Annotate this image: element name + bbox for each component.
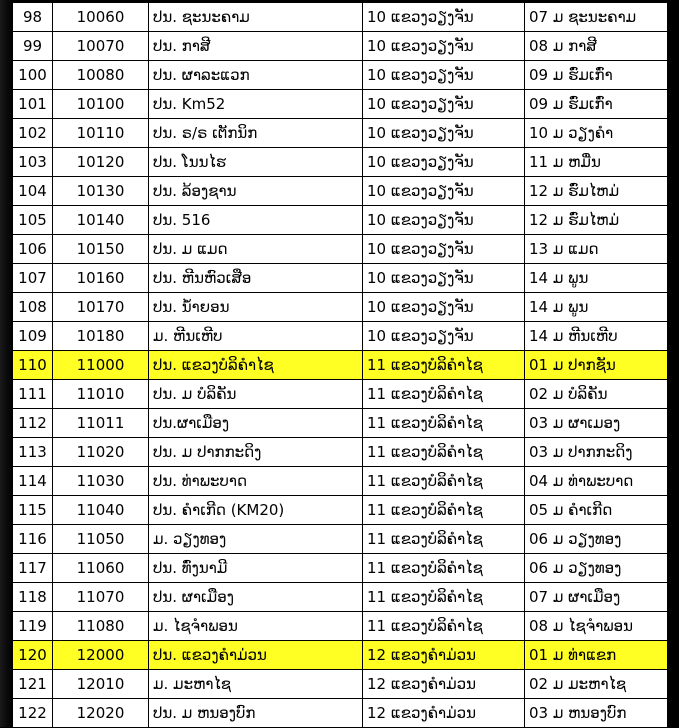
post-office-cell: ມ. ຫີນເຫີບ (149, 322, 363, 351)
row-number-cell: 106 (13, 235, 53, 264)
row-number-cell: 110 (13, 351, 53, 380)
table-row (13, 583, 668, 612)
post-office-cell: ປນ. ມ ປາກກະດິງ (149, 438, 363, 467)
table-row (13, 525, 668, 554)
row-number-cell: 107 (13, 264, 53, 293)
table-row (13, 496, 668, 525)
district-cell: 12 ມ ຮົ່ມໄຫມ່ (525, 177, 668, 206)
district-cell: 08 ມ ໄຊຈໍາພອນ (525, 612, 668, 641)
row-number-cell: 118 (13, 583, 53, 612)
postal-code-cell: 10080 (53, 61, 149, 90)
postal-code-cell: 10180 (53, 322, 149, 351)
postal-code-cell: 12000 (53, 641, 149, 670)
post-office-cell: ປນ. ແຂວງບໍລິຄໍາໄຊ (149, 351, 363, 380)
table-row (13, 351, 668, 380)
postal-code-cell: 10110 (53, 119, 149, 148)
province-cell: 11 ແຂວງບໍລິຄໍາໄຊ (363, 612, 525, 641)
row-number-cell: 112 (13, 409, 53, 438)
province-cell: 11 ແຂວງບໍລິຄໍາໄຊ (363, 583, 525, 612)
postal-code-cell: 10140 (53, 206, 149, 235)
postal-code-cell: 11011 (53, 409, 149, 438)
district-cell: 09 ມ ຮົ່ມເກົ່າ (525, 90, 668, 119)
postal-code-cell: 11010 (53, 380, 149, 409)
table-row (13, 438, 668, 467)
post-office-cell: ປນ. ແຂວງຄໍາມ່ວນ (149, 641, 363, 670)
row-number-cell: 122 (13, 699, 53, 728)
table-row (13, 119, 668, 148)
post-office-cell: ປນ. ທົ່ງນາມີ (149, 554, 363, 583)
row-number-cell: 109 (13, 322, 53, 351)
table-row (13, 554, 668, 583)
province-cell: 11 ແຂວງບໍລິຄໍາໄຊ (363, 380, 525, 409)
district-cell: 14 ມ ພູນ (525, 264, 668, 293)
postal-code-cell: 10120 (53, 148, 149, 177)
row-number-cell: 113 (13, 438, 53, 467)
post-office-cell: ປນ. ມ ຫນອງບົກ (149, 699, 363, 728)
post-office-cell: ປນ. ຄໍາເກີດ (KM20) (149, 496, 363, 525)
postal-code-cell: 11040 (53, 496, 149, 525)
province-cell: 10 ແຂວງວຽງຈັນ (363, 90, 525, 119)
province-cell: 10 ແຂວງວຽງຈັນ (363, 177, 525, 206)
table-row (13, 61, 668, 90)
table-row (13, 380, 668, 409)
district-cell: 06 ມ ວຽງທອງ (525, 525, 668, 554)
district-cell: 14 ມ ພູນ (525, 293, 668, 322)
district-cell: 01 ມ ທ່າແຂກ (525, 641, 668, 670)
district-cell: 03 ມ ປາກກະດິງ (525, 438, 668, 467)
postal-code-table-container (12, 2, 667, 727)
row-number-cell: 117 (13, 554, 53, 583)
province-cell: 11 ແຂວງບໍລິຄໍາໄຊ (363, 409, 525, 438)
row-number-cell: 104 (13, 177, 53, 206)
postal-code-cell: 11000 (53, 351, 149, 380)
postal-code-cell: 11050 (53, 525, 149, 554)
district-cell: 01 ມ ປາກຊັນ (525, 351, 668, 380)
row-number-cell: 121 (13, 670, 53, 699)
district-cell: 13 ມ ແມດ (525, 235, 668, 264)
district-cell: 08 ມ ກາສີ (525, 32, 668, 61)
post-office-cell: ປນ.ຜາເມືອງ (149, 409, 363, 438)
district-cell: 07 ມ ຜາເມືອງ (525, 583, 668, 612)
left-edge-shadow (0, 0, 12, 727)
postal-code-cell: 12020 (53, 699, 149, 728)
postal-code-cell: 10070 (53, 32, 149, 61)
table-row (13, 264, 668, 293)
post-office-cell: ປນ. ໂນນໄຮ (149, 148, 363, 177)
postal-code-cell: 11080 (53, 612, 149, 641)
table-row (13, 467, 668, 496)
province-cell: 11 ແຂວງບໍລິຄໍາໄຊ (363, 438, 525, 467)
postal-code-cell: 10100 (53, 90, 149, 119)
table-row (13, 90, 668, 119)
province-cell: 11 ແຂວງບໍລິຄໍາໄຊ (363, 496, 525, 525)
province-cell: 11 ແຂວງບໍລິຄໍາໄຊ (363, 467, 525, 496)
table-row (13, 206, 668, 235)
row-number-cell: 115 (13, 496, 53, 525)
postal-code-cell: 10170 (53, 293, 149, 322)
post-office-cell: ປນ. ລ້ອງຊານ (149, 177, 363, 206)
table-row (13, 293, 668, 322)
postal-code-cell: 11060 (53, 554, 149, 583)
table-row (13, 177, 668, 206)
postal-code-cell: 12010 (53, 670, 149, 699)
post-office-cell: ມ. ມະຫາໄຊ (149, 670, 363, 699)
table-row (13, 409, 668, 438)
table-row (13, 322, 668, 351)
row-number-cell: 116 (13, 525, 53, 554)
post-office-cell: ປນ. ຜາເມືອງ (149, 583, 363, 612)
post-office-cell: ປນ. ນໍ້າຍອນ (149, 293, 363, 322)
postal-code-cell: 10150 (53, 235, 149, 264)
row-number-cell: 120 (13, 641, 53, 670)
post-office-cell: ປນ. ຊະນະຄາມ (149, 3, 363, 32)
table-row (13, 3, 668, 32)
post-office-cell: ປນ. ກາສີ (149, 32, 363, 61)
district-cell: 03 ມ ຫນອງບົກ (525, 699, 668, 728)
post-office-cell: ປນ. 516 (149, 206, 363, 235)
table-body (13, 3, 668, 728)
post-office-cell: ປນ. ຜາລະແວກ (149, 61, 363, 90)
district-cell: 11 ມ ຫມື່ນ (525, 148, 668, 177)
row-number-cell: 101 (13, 90, 53, 119)
post-office-cell: ປນ. Km52 (149, 90, 363, 119)
post-office-cell: ປນ. ຣ/ຣ ເຕັກນິກ (149, 119, 363, 148)
row-number-cell: 105 (13, 206, 53, 235)
province-cell: 12 ແຂວງຄໍາມ່ວນ (363, 641, 525, 670)
district-cell: 06 ມ ວຽງທອງ (525, 554, 668, 583)
row-number-cell: 98 (13, 3, 53, 32)
table-row (13, 148, 668, 177)
postal-code-cell: 11070 (53, 583, 149, 612)
postal-code-cell: 11020 (53, 438, 149, 467)
province-cell: 10 ແຂວງວຽງຈັນ (363, 206, 525, 235)
province-cell: 10 ແຂວງວຽງຈັນ (363, 264, 525, 293)
postal-code-cell: 11030 (53, 467, 149, 496)
province-cell: 12 ແຂວງຄໍາມ່ວນ (363, 670, 525, 699)
row-number-cell: 102 (13, 119, 53, 148)
row-number-cell: 114 (13, 467, 53, 496)
province-cell: 10 ແຂວງວຽງຈັນ (363, 148, 525, 177)
table-row (13, 235, 668, 264)
province-cell: 10 ແຂວງວຽງຈັນ (363, 293, 525, 322)
province-cell: 10 ແຂວງວຽງຈັນ (363, 3, 525, 32)
province-cell: 11 ແຂວງບໍລິຄໍາໄຊ (363, 554, 525, 583)
post-office-cell: ມ. ໄຊຈໍາພອນ (149, 612, 363, 641)
province-cell: 10 ແຂວງວຽງຈັນ (363, 322, 525, 351)
district-cell: 02 ມ ມະຫາໄຊ (525, 670, 668, 699)
postal-code-cell: 10130 (53, 177, 149, 206)
province-cell: 10 ແຂວງວຽງຈັນ (363, 235, 525, 264)
postal-code-cell: 10060 (53, 3, 149, 32)
post-office-cell: ປນ. ທ່າພະບາດ (149, 467, 363, 496)
row-number-cell: 100 (13, 61, 53, 90)
district-cell: 14 ມ ຫີນເຫີບ (525, 322, 668, 351)
province-cell: 11 ແຂວງບໍລິຄໍາໄຊ (363, 351, 525, 380)
row-number-cell: 103 (13, 148, 53, 177)
post-office-cell: ປນ. ມ ບໍລິຄັນ (149, 380, 363, 409)
province-cell: 11 ແຂວງບໍລິຄໍາໄຊ (363, 525, 525, 554)
row-number-cell: 111 (13, 380, 53, 409)
table-row (13, 612, 668, 641)
district-cell: 07 ມ ຊະນະຄາມ (525, 3, 668, 32)
table-row (13, 641, 668, 670)
row-number-cell: 119 (13, 612, 53, 641)
post-office-cell: ມ. ວຽງທອງ (149, 525, 363, 554)
row-number-cell: 108 (13, 293, 53, 322)
district-cell: 09 ມ ຮົ່ມເກົ່າ (525, 61, 668, 90)
post-office-cell: ປນ. ຫີນຫົວເສືອ (149, 264, 363, 293)
province-cell: 10 ແຂວງວຽງຈັນ (363, 32, 525, 61)
province-cell: 12 ແຂວງຄໍາມ່ວນ (363, 699, 525, 728)
row-number-cell: 99 (13, 32, 53, 61)
table-row (13, 699, 668, 728)
province-cell: 10 ແຂວງວຽງຈັນ (363, 61, 525, 90)
district-cell: 02 ມ ບໍລິຄັນ (525, 380, 668, 409)
district-cell: 04 ມ ທ່າພະບາດ (525, 467, 668, 496)
post-office-cell: ປນ. ມ ແມດ (149, 235, 363, 264)
province-cell: 10 ແຂວງວຽງຈັນ (363, 119, 525, 148)
table-row (13, 32, 668, 61)
district-cell: 03 ມ ຜາເມອງ (525, 409, 668, 438)
table-row (13, 670, 668, 699)
district-cell: 10 ມ ວຽງຄໍາ (525, 119, 668, 148)
postal-code-table (12, 2, 668, 728)
postal-code-cell: 10160 (53, 264, 149, 293)
district-cell: 12 ມ ຮົ່ມໄຫມ່ (525, 206, 668, 235)
district-cell: 05 ມ ຄໍາເກີດ (525, 496, 668, 525)
